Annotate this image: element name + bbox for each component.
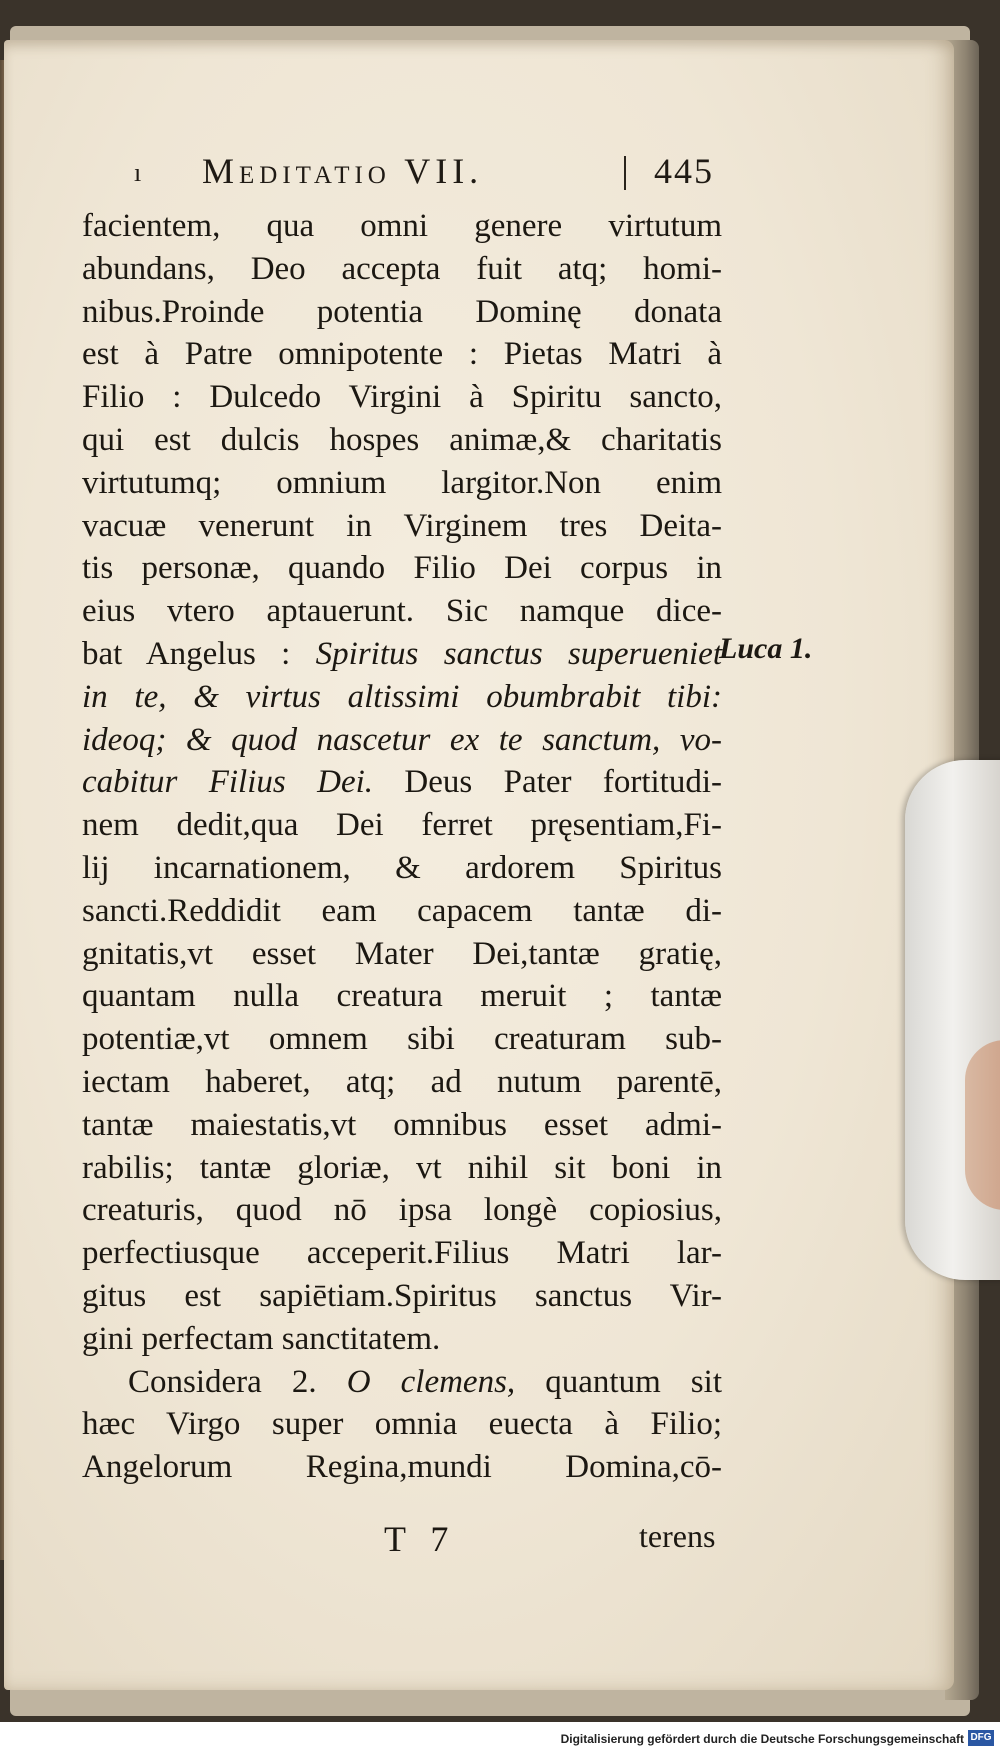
text-line: Filio : Dulcedo Virgini à Spiritu sancto, xyxy=(82,379,722,416)
text-line: virtutumq; omnium largitor.Non enim xyxy=(82,464,722,501)
text-roman: quantum sit xyxy=(515,1363,722,1400)
header-title: Meditatio VII. xyxy=(202,151,484,191)
body-text xyxy=(82,205,722,1489)
text-italic: Spiritus sanctus superueniet xyxy=(315,635,722,672)
margin-citation: Luca 1. xyxy=(719,632,813,665)
dfg-logo-icon: DFG xyxy=(968,1730,994,1746)
text-roman: bat Angelus : xyxy=(82,635,316,672)
text-line: potentiæ,vt omnem sibi creaturam sub- xyxy=(82,1021,722,1058)
text-line: tantæ maiestatis,vt omnibus esset admi- xyxy=(82,1106,722,1143)
text-line: gnitatis,vt esset Mater Dei,tantæ gratię, xyxy=(82,935,722,972)
text-line: nem dedit,qua Dei ferret pręsentiam,Fi- xyxy=(82,807,722,844)
text-line: est à Patre omnipotente : Pietas Matri à xyxy=(82,336,722,373)
text-line: rabilis; tantæ gloriæ, vt nihil sit boni in xyxy=(82,1149,722,1186)
footer-bar xyxy=(0,1722,1000,1760)
text-line: abundans, Deo accepta fuit atq; homi- xyxy=(82,250,722,287)
text-line-mixed xyxy=(82,1361,722,1404)
text-line: creaturis, quod nō ipsa longè copiosius, xyxy=(82,1192,722,1229)
signature-mark: T 7 xyxy=(384,1519,457,1559)
running-header xyxy=(134,150,714,200)
text-line: vacuæ venerunt in Virginem tres Deita- xyxy=(82,507,722,544)
text-line: iectam haberet, atq; ad nutum parentē, xyxy=(82,1063,722,1100)
text-line: quantam nulla creatura meruit ; tantæ xyxy=(82,978,722,1015)
text-italic: O clemens, xyxy=(346,1363,516,1400)
page-number: 445 xyxy=(654,151,714,191)
text-line-mixed xyxy=(82,633,722,676)
header-divider xyxy=(624,156,626,190)
text-line: hæc Virgo super omnia euecta à Filio; xyxy=(82,1406,722,1443)
paragraph-end-line: gini perfectam sanctitatem. xyxy=(82,1320,441,1357)
text-line: nibus.Proinde potentia Dominę donata xyxy=(82,293,722,330)
text-line: Angelorum Regina,mundi Domina,cō- xyxy=(82,1449,722,1486)
text-line: facientem, qua omni genere virtutum xyxy=(82,208,722,244)
text-roman: Deus Pater fortitudi- xyxy=(373,764,722,801)
text-line: gitus est sapiētiam.Spiritus sanctus Vir- xyxy=(82,1277,722,1314)
book-page xyxy=(4,40,954,1690)
funding-credit: Digitalisierung gefördert durch die Deutsche Forschungsgemeinschaft xyxy=(560,1732,964,1746)
holding-thumb xyxy=(965,1040,1000,1210)
text-line: tis personæ, quando Filio Dei corpus in xyxy=(82,550,722,587)
text-line: qui est dulcis hospes animæ,& charitatis xyxy=(82,421,722,458)
text-line: perfectiusque acceperit.Filius Matri lar- xyxy=(82,1235,722,1272)
catchword: terens xyxy=(639,1518,716,1554)
text-line: lij incarnationem, & ardorem Spiritus xyxy=(82,849,722,886)
text-roman: Considera 2. xyxy=(128,1363,347,1400)
text-line: sancti.Reddidit eam capacem tantæ di- xyxy=(82,892,722,929)
header-mark: ı xyxy=(134,158,144,187)
text-line-italic: in te, & virtus altissimi obumbrabit tibi: xyxy=(82,678,722,715)
text-line-italic: ideoq; & quod nascetur ex te sanctum, vo- xyxy=(82,721,722,758)
text-line-mixed xyxy=(82,761,722,804)
text-line: eius vtero aptauerunt. Sic namque dice- xyxy=(82,593,722,630)
text-italic: cabitur Filius Dei. xyxy=(82,764,374,801)
